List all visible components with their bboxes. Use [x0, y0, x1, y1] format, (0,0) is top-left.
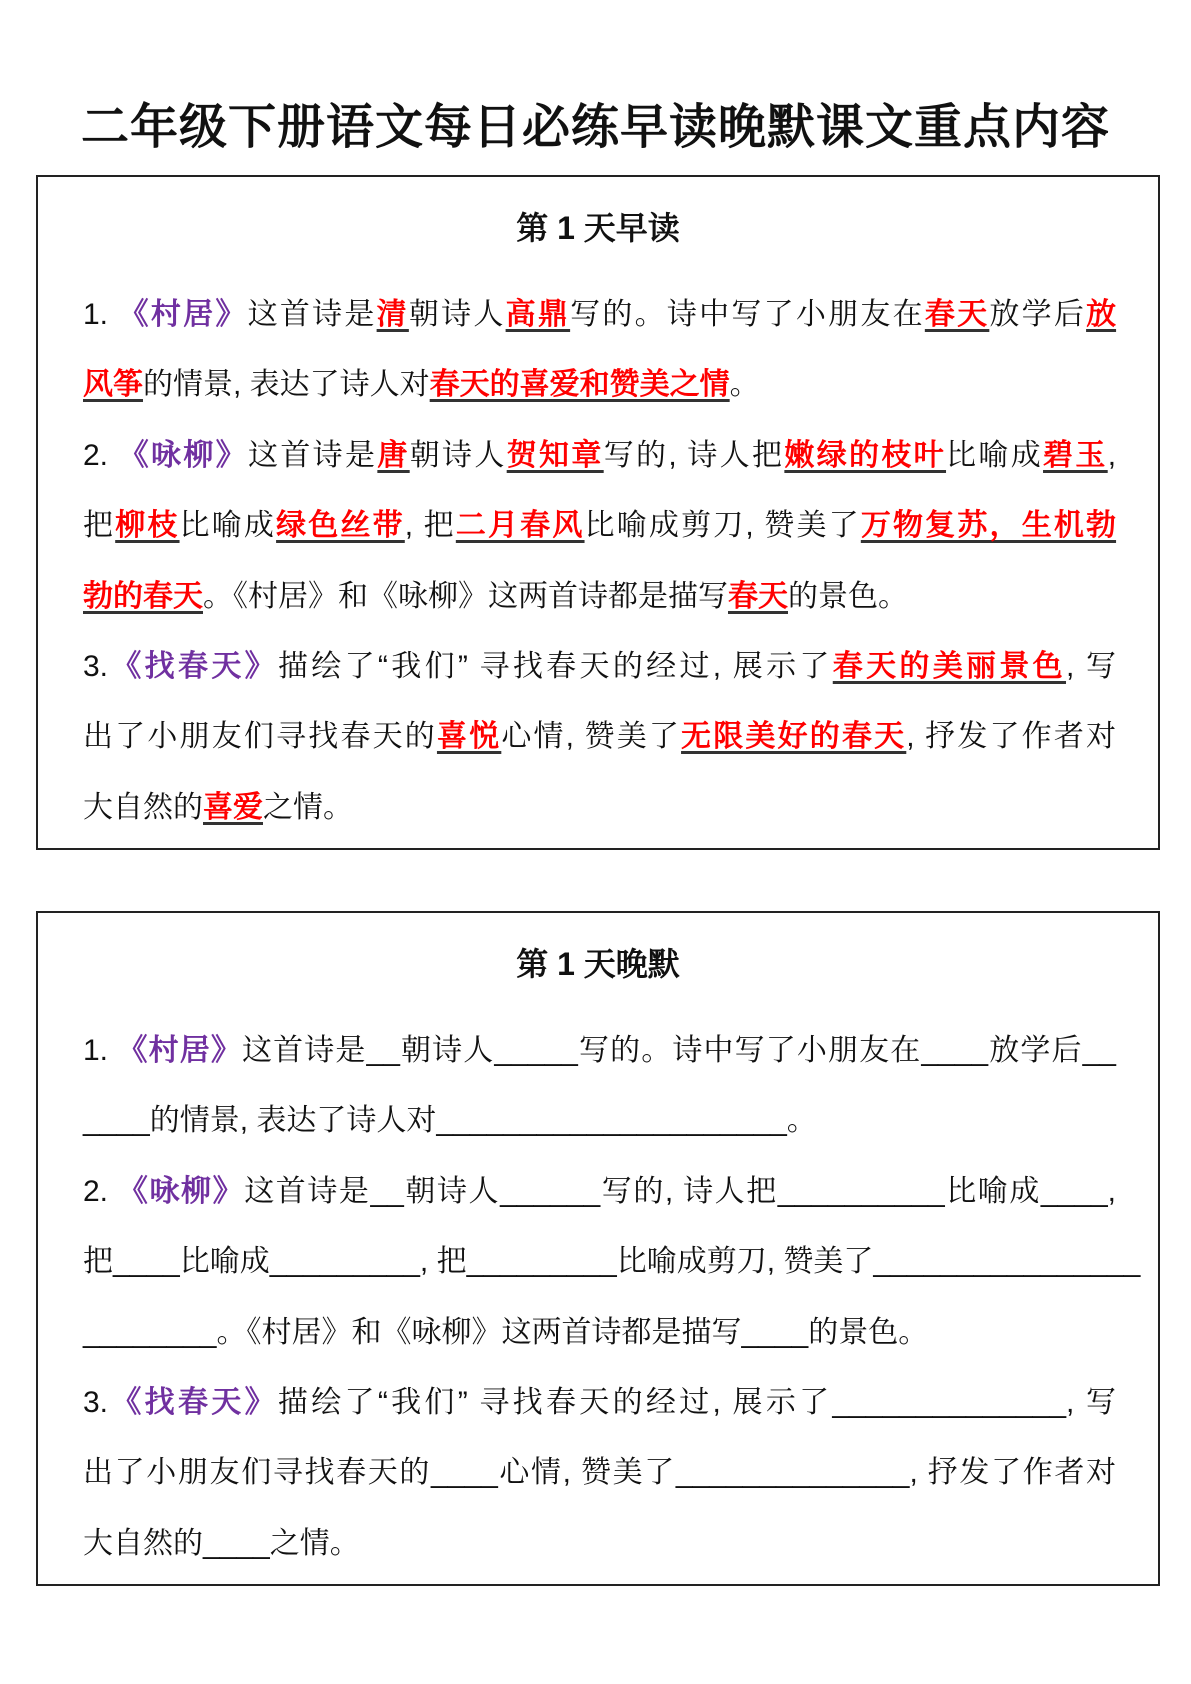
answer-highlight: 绿色丝带: [276, 509, 405, 543]
text-segment: ,: [1107, 438, 1117, 472]
text-segment: , 把: [404, 509, 456, 543]
text-segment: 放学后: [989, 298, 1087, 331]
answer-highlight: 碧玉: [1043, 438, 1108, 472]
text-segment: 写的, 诗人把: [603, 438, 785, 472]
answer-highlight: 二月春风: [455, 509, 585, 543]
text-line: [83, 421, 1116, 491]
text-segment: 出了小朋友们寻找春天的: [83, 720, 437, 754]
answer-highlight: 柳枝: [115, 509, 180, 543]
text-segment: 。: [729, 368, 760, 402]
text-line: [83, 280, 1116, 350]
poem-title: 《咏柳》: [118, 438, 249, 472]
answer-highlight: 清: [376, 298, 409, 331]
section-title: 第 1 天晚默: [516, 946, 680, 982]
text-segment: 比喻成: [179, 509, 277, 543]
text-segment: 1.: [83, 1034, 118, 1067]
text-line: [83, 1227, 1141, 1297]
section-content: [83, 1016, 1141, 1579]
text-line: [83, 1157, 1116, 1227]
text-line: [83, 1298, 1116, 1368]
section-title: 第 1 天早读: [516, 210, 680, 246]
text-segment: ________。《村居》和《咏柳》这两首诗都是描写____的景色。: [83, 1315, 929, 1349]
answer-highlight: 放: [1086, 298, 1117, 331]
answer-highlight: 嫩绿的枝叶: [784, 438, 947, 472]
poem-title: 《咏柳》: [117, 1174, 245, 1208]
text-line: [83, 1438, 1116, 1508]
text-segment: 出了小朋友们寻找春天的____心情, 赞美了______________, 抒发了作者对: [83, 1456, 1116, 1490]
text-segment: 比喻成剪刀, 赞美了: [584, 509, 861, 543]
answer-highlight: 万物复苏，生机勃: [860, 509, 1117, 543]
text-segment: 。《村居》和《咏柳》这两首诗都是描写: [203, 579, 728, 613]
text-line: [83, 491, 1116, 561]
text-line: [83, 773, 1116, 843]
answer-highlight: 春天的喜爱和赞美之情: [429, 368, 730, 402]
text-segment: 朝诗人: [409, 438, 507, 472]
poem-title: 《找春天》: [108, 649, 278, 683]
text-segment: 3.: [83, 649, 109, 683]
text-segment: 的情景, 表达了诗人对: [143, 368, 430, 402]
text-segment: 描绘了“我们” 寻找春天的经过, 展示了______________, 写: [277, 1385, 1116, 1419]
poem-title: 《找春天》: [108, 1385, 278, 1419]
text-line: [83, 1509, 1116, 1579]
text-segment: 这首诗是__朝诗人_____写的。诗中写了小朋友在____放学后__: [242, 1034, 1116, 1067]
morning-reading-section: [36, 175, 1160, 850]
text-segment: 3.: [83, 1385, 109, 1419]
text-segment: 大自然的: [83, 790, 203, 824]
text-segment: 2.: [83, 438, 119, 472]
text-segment: 比喻成: [946, 438, 1044, 472]
text-line: [83, 702, 1116, 772]
text-segment: 心情, 赞美了: [501, 720, 682, 754]
text-segment: 之情。: [263, 790, 353, 824]
text-segment: , 写: [1066, 649, 1117, 683]
text-segment: 写的。诗中写了小朋友在: [570, 298, 925, 331]
answer-highlight: 喜悦: [436, 720, 502, 754]
text-segment: 1.: [83, 298, 119, 331]
text-segment: ____的情景, 表达了诗人对_____________________。: [83, 1104, 817, 1138]
answer-highlight: 无限美好的春天: [681, 720, 907, 754]
text-segment: 这首诗是: [247, 298, 377, 331]
evening-dictation-section: [36, 911, 1160, 1586]
poem-title: 《村居》: [117, 1034, 242, 1067]
answer-highlight: 高鼎: [505, 298, 571, 331]
answer-highlight: 春天的美丽景色: [832, 649, 1067, 683]
answer-highlight: 唐: [377, 438, 410, 472]
text-segment: 描绘了“我们” 寻找春天的经过, 展示了: [277, 649, 833, 683]
text-segment: 2.: [83, 1174, 118, 1208]
text-segment: , 抒发了作者对: [906, 720, 1117, 754]
document-title: 二年级下册语文每日必练早读晚默课文重点内容: [80, 101, 1110, 154]
text-segment: 这首诗是__朝诗人______写的, 诗人把__________比喻成____,: [244, 1174, 1116, 1208]
answer-highlight: 贺知章: [506, 438, 604, 472]
answer-highlight: 勃的春天: [83, 579, 203, 613]
text-line: [83, 562, 1116, 632]
text-segment: 把____比喻成_________, 把_________比喻成剪刀, 赞美了________________: [83, 1245, 1141, 1279]
answer-highlight: 春天: [728, 579, 788, 613]
text-line: [83, 350, 1116, 420]
text-line: [83, 1368, 1116, 1438]
text-segment: 大自然的____之情。: [83, 1526, 360, 1560]
text-segment: 的景色。: [788, 579, 908, 613]
text-segment: 这首诗是: [248, 438, 378, 472]
text-line: [83, 1016, 1116, 1086]
answer-highlight: 喜爱: [203, 790, 263, 824]
text-segment: 朝诗人: [408, 298, 506, 331]
poem-title: 《村居》: [118, 298, 248, 331]
text-line: [83, 632, 1116, 702]
answer-highlight: 春天: [924, 298, 990, 331]
section-content: [83, 280, 1116, 843]
text-segment: 把: [83, 509, 116, 543]
answer-highlight: 风筝: [83, 368, 143, 402]
text-line: [83, 1086, 1116, 1156]
